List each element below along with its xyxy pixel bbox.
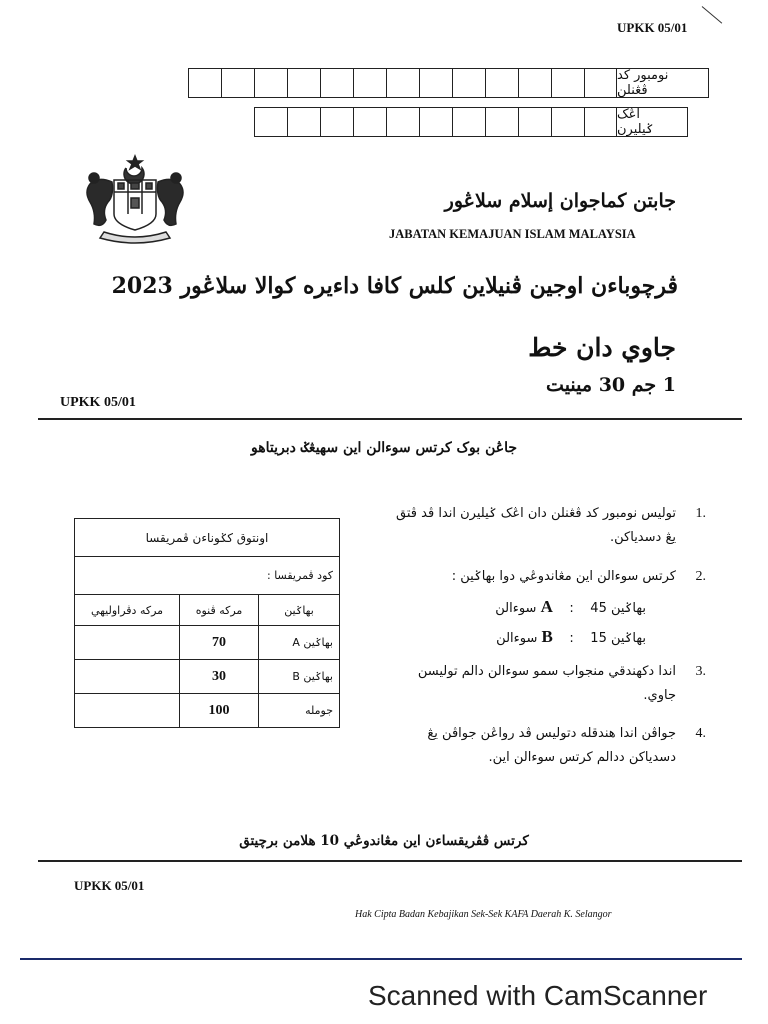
row-full-marks: 100 xyxy=(180,694,259,728)
part-b-line xyxy=(496,627,646,647)
instruction-4 xyxy=(386,722,706,770)
scanner-line xyxy=(20,958,742,960)
instruction-number: 3. xyxy=(695,664,706,679)
part-label: بهاݢين xyxy=(610,631,646,646)
header-full-marks: مرکه ڤنوه xyxy=(180,595,259,626)
agency-name-jawi: جابتن کماجوان إسلام سلاڠور xyxy=(444,190,676,212)
row-part: جومله xyxy=(259,694,340,728)
instruction-text: توليس نومبور کد ڤڠنلن دان اڠک ݢيليرن اندا ڤد ڤتق يڠ دسدياکن. xyxy=(396,506,676,545)
scanner-banner xyxy=(0,958,768,1024)
instruction-number: 4. xyxy=(695,726,706,741)
table-row xyxy=(75,626,340,660)
instruction-text: اندا دکهندقي منجواب سمو سوءالن دالم توليسن جاوي. xyxy=(417,664,676,703)
agency-name-latin: JABATAN KEMAJUAN ISLAM MALAYSIA xyxy=(389,227,636,241)
copyright-text: Hak Cipta Badan Kebajikan Sek-Sek KAFA Daerah K. Selangor xyxy=(355,909,612,920)
part-question-count: 45 سوءالن xyxy=(495,601,607,616)
coat-of-arms-icon xyxy=(76,152,194,244)
candidate-number-label: نومبور کد ڤڠنلن xyxy=(617,68,709,98)
paper-code-footer: UPKK 05/01 xyxy=(74,878,145,893)
paper-code-left: UPKK 05/01 xyxy=(60,395,136,410)
instruction-2 xyxy=(386,565,706,589)
row-obtained-marks[interactable] xyxy=(75,626,180,660)
divider-bottom xyxy=(38,860,742,862)
exam-duration: 1 جم 30 مينيت xyxy=(546,374,676,396)
corner-mark xyxy=(702,6,723,23)
instruction-text: جواڤن اندا هندقله دتوليس ڤد رواڠن جواڤن يڠ دسدياکن ددالم کرتس سوءالن اين. xyxy=(427,726,676,765)
index-number-boxes[interactable] xyxy=(254,107,688,137)
part-letter: A xyxy=(540,597,553,616)
instruction-number: 1. xyxy=(695,506,706,521)
instruction-text: کرتس سوءالن اين مڠاندوڠي دوا بهاݢين : xyxy=(451,569,676,584)
paper-code-top: UPKK 05/01 xyxy=(617,20,688,35)
table-row xyxy=(75,660,340,694)
row-obtained-marks[interactable] xyxy=(75,660,180,694)
header-obtained-marks: مرکه دڤراوليهي xyxy=(75,595,180,626)
part-colon: : xyxy=(569,631,574,646)
index-number-label: اڠک ݢيليرن xyxy=(617,107,688,137)
row-full-marks: 70 xyxy=(180,626,259,660)
row-part: بهاݢين A xyxy=(259,626,340,660)
page-count-note: کرتس ڤڤريقساءن اين مڠاندوڠي 10 هلامن برچيتق xyxy=(239,833,529,849)
part-letter: B xyxy=(541,627,553,646)
exam-title: ڤرچوباءن اوجين ڤنيلاين کلس کافا داءيره کوالا سلاڠور 2023 xyxy=(111,273,678,299)
header-part: بهاݢين xyxy=(259,595,340,626)
part-label: بهاݢين xyxy=(610,601,646,616)
instruction-3 xyxy=(386,660,706,708)
examiner-marks-table xyxy=(74,518,340,728)
instruction-number: 2. xyxy=(695,569,706,584)
candidate-number-boxes[interactable] xyxy=(188,68,709,98)
table-row xyxy=(75,694,340,728)
row-obtained-marks[interactable] xyxy=(75,694,180,728)
part-a-line xyxy=(495,597,646,617)
part-colon: : xyxy=(569,601,574,616)
divider-top xyxy=(38,418,742,420)
instruction-1 xyxy=(386,502,706,550)
row-part: بهاݢين B xyxy=(259,660,340,694)
marks-table-title: اونتوق کݢوناءن ڤمريقسا xyxy=(75,519,340,557)
notice-text: جاڠن بوک کرتس سوءالن اين سهيڠݢ دبريتاهو xyxy=(251,440,517,456)
exam-subject: جاوي دان خط xyxy=(528,333,676,362)
part-question-count: 15 سوءالن xyxy=(496,631,607,646)
examiner-code-label[interactable]: کود ڤمريقسا : xyxy=(75,557,340,595)
scanner-watermark: Scanned with CamScanner xyxy=(368,980,708,1011)
row-full-marks: 30 xyxy=(180,660,259,694)
